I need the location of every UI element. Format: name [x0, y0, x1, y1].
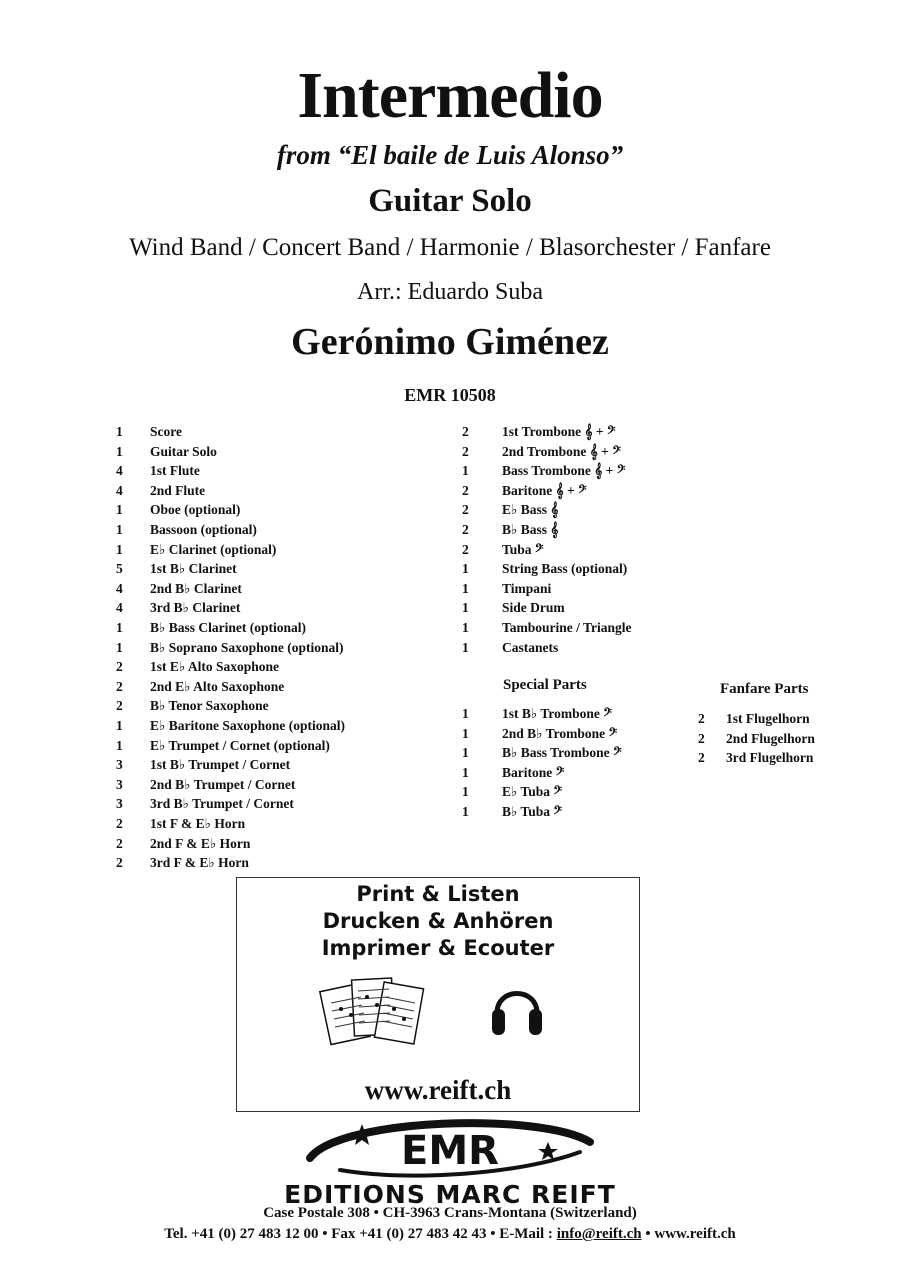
part-row [116, 777, 476, 797]
part-row [462, 600, 822, 620]
catalog-number: EMR 10508 [404, 385, 496, 405]
part-quantity: 1 [116, 718, 123, 733]
contact-website: • www.reift.ch [641, 1226, 736, 1242]
part-name: 3rd Flugelhorn [726, 750, 814, 766]
part-quantity: 2 [116, 678, 123, 694]
part-quantity: 1 [462, 561, 469, 577]
part-row [116, 620, 476, 640]
promo-url[interactable]: www.reift.ch [364, 1075, 512, 1105]
part-row [116, 502, 476, 522]
fanfare-part-row [698, 711, 900, 731]
part-name: Castanets [502, 639, 559, 655]
part-row [462, 561, 822, 581]
part-quantity: 2 [462, 424, 469, 439]
part-row [462, 640, 822, 660]
part-row [116, 796, 476, 816]
part-row [462, 502, 822, 522]
composer: Gerónimo Giménez [291, 321, 609, 363]
promo-line-german: Drucken & Anhören [322, 909, 554, 933]
special-parts-heading: Special Parts [503, 677, 587, 693]
contact-phone-fax: Tel. +41 (0) 27 483 12 00 • Fax +41 (0) 27 483 42 43 • E-Mail : [164, 1226, 557, 1242]
part-name: Tambourine / Triangle [502, 620, 632, 635]
part-name: Score [150, 424, 182, 439]
part-quantity: 3 [116, 776, 123, 792]
part-quantity: 1 [462, 706, 469, 721]
part-name: E♭ Tuba 𝄢 [502, 784, 563, 800]
part-quantity: 5 [116, 561, 123, 577]
part-quantity: 1 [116, 522, 123, 537]
part-row [116, 463, 476, 483]
part-quantity: 1 [462, 639, 469, 655]
part-name: Baritone 𝄢 [502, 764, 565, 780]
emr-logo [300, 1112, 600, 1180]
part-name: 1st B♭ Trombone 𝄢 [502, 706, 612, 721]
solo-instrument: Guitar Solo [368, 183, 532, 219]
part-row [462, 581, 822, 601]
part-name: E♭ Bass 𝄞 [502, 502, 559, 518]
part-name: 1st B♭ Clarinet [150, 561, 237, 577]
part-row [116, 836, 476, 856]
part-quantity: 1 [462, 580, 469, 596]
part-name: Side Drum [502, 600, 565, 616]
part-quantity: 1 [116, 737, 123, 753]
part-row [116, 718, 476, 738]
part-quantity: 1 [462, 745, 469, 761]
part-row [116, 522, 476, 542]
emr-logo-text: EMR [401, 1128, 499, 1174]
part-name: 2nd Flugelhorn [726, 730, 815, 746]
part-name: E♭ Baritone Saxophone (optional) [150, 718, 346, 733]
part-name: B♭ Bass Clarinet (optional) [150, 620, 307, 635]
part-row [462, 444, 822, 464]
arranger: Arr.: Eduardo Suba [357, 279, 543, 305]
promo-line-english: Print & Listen [356, 882, 520, 906]
part-quantity: 2 [462, 443, 469, 459]
part-row [116, 659, 476, 679]
special-part-row [462, 784, 822, 804]
part-quantity: 1 [462, 764, 469, 780]
part-quantity: 4 [116, 482, 123, 498]
part-row [116, 679, 476, 699]
part-name: 3rd B♭ Clarinet [150, 600, 241, 616]
part-quantity: 2 [462, 541, 469, 557]
part-name: B♭ Tuba 𝄢 [502, 804, 563, 819]
part-quantity: 4 [116, 580, 123, 596]
part-quantity: 2 [698, 750, 705, 766]
part-row [116, 600, 476, 620]
part-quantity: 2 [116, 659, 123, 675]
part-name: Oboe (optional) [150, 502, 241, 518]
part-quantity: 1 [116, 541, 123, 557]
part-row [116, 816, 476, 836]
part-quantity: 1 [116, 502, 123, 518]
part-quantity: 1 [116, 424, 123, 439]
part-name: 1st Flute [150, 463, 200, 479]
fanfare-part-row [698, 750, 900, 770]
part-row [462, 542, 822, 562]
part-quantity: 1 [116, 443, 123, 459]
part-quantity: 4 [116, 463, 123, 479]
email-link[interactable]: info@reift.ch [556, 1226, 642, 1242]
part-name: Tuba 𝄢 [502, 541, 544, 557]
part-name: 2nd B♭ Trombone 𝄢 [502, 725, 618, 741]
part-quantity: 2 [116, 855, 123, 871]
promo-line-french: Imprimer & Ecouter [321, 936, 555, 960]
publisher-address: Case Postale 308 • CH-3963 Crans-Montana (Switzerland) [263, 1205, 637, 1221]
part-quantity: 3 [116, 796, 123, 812]
print-listen-box [236, 877, 640, 1112]
part-quantity: 2 [116, 698, 123, 714]
special-part-row [462, 804, 822, 824]
title: Intermedio [297, 59, 603, 132]
part-quantity: 2 [462, 482, 469, 498]
part-name: E♭ Clarinet (optional) [150, 541, 277, 557]
part-quantity: 2 [462, 522, 469, 537]
part-quantity: 1 [116, 620, 123, 635]
publisher-contact [0, 1226, 900, 1243]
part-name: 1st E♭ Alto Saxophone [150, 659, 280, 675]
fanfare-part-row [698, 731, 900, 751]
part-row [116, 757, 476, 777]
subtitle: from “El baile de Luis Alonso” [276, 140, 624, 170]
part-name: B♭ Bass 𝄞 [502, 522, 559, 537]
headphones-icon [489, 975, 545, 1041]
part-row [116, 424, 476, 444]
part-name: B♭ Tenor Saxophone [150, 698, 269, 714]
part-quantity: 2 [698, 711, 705, 726]
part-row [116, 855, 476, 875]
part-quantity: 4 [116, 600, 123, 616]
part-name: Bassoon (optional) [150, 522, 257, 537]
part-name: 2nd B♭ Clarinet [150, 580, 242, 596]
part-name: 2nd Trombone 𝄞 + 𝄢 [502, 443, 621, 459]
part-row [462, 620, 822, 640]
part-row [462, 463, 822, 483]
part-row [116, 640, 476, 660]
part-quantity: 1 [462, 600, 469, 616]
part-quantity: 2 [116, 835, 123, 851]
part-quantity: 1 [462, 784, 469, 800]
part-quantity: 1 [462, 620, 469, 635]
part-name: 2nd F & E♭ Horn [150, 835, 251, 851]
publisher-name: EDITIONS MARC REIFT [284, 1180, 616, 1209]
part-quantity: 2 [116, 816, 123, 831]
part-quantity: 3 [116, 757, 123, 773]
part-quantity: 1 [116, 639, 123, 655]
part-row [116, 561, 476, 581]
part-name: Guitar Solo [150, 443, 217, 459]
part-row [116, 581, 476, 601]
part-row [116, 738, 476, 758]
part-quantity: 2 [698, 730, 705, 746]
part-name: Bass Trombone 𝄞 + 𝄢 [502, 463, 626, 479]
part-name: B♭ Soprano Saxophone (optional) [150, 639, 344, 655]
part-name: B♭ Bass Trombone 𝄢 [502, 745, 622, 761]
part-quantity: 2 [462, 502, 469, 518]
part-name: String Bass (optional) [502, 561, 628, 577]
part-name: 3rd B♭ Trumpet / Cornet [150, 796, 294, 812]
part-row [116, 542, 476, 562]
part-quantity: 1 [462, 725, 469, 741]
part-name: 1st F & E♭ Horn [150, 816, 246, 831]
part-row [462, 424, 822, 444]
part-name: E♭ Trumpet / Cornet (optional) [150, 737, 330, 753]
fanfare-parts-heading: Fanfare Parts [720, 681, 809, 697]
part-row [462, 522, 822, 542]
part-name: 1st Flugelhorn [726, 711, 810, 726]
part-name: 2nd E♭ Alto Saxophone [150, 678, 285, 694]
part-quantity: 1 [462, 463, 469, 479]
part-row [116, 698, 476, 718]
part-name: 1st B♭ Trumpet / Cornet [150, 757, 291, 773]
part-name: 3rd F & E♭ Horn [150, 855, 249, 871]
band-type: Wind Band / Concert Band / Harmonie / Blasorchester / Fanfare [129, 234, 771, 261]
part-row [462, 483, 822, 503]
part-name: 2nd B♭ Trumpet / Cornet [150, 776, 296, 792]
part-name: 1st Trombone 𝄞 + 𝄢 [502, 424, 616, 439]
part-row [116, 444, 476, 464]
sheet-music-icon [319, 975, 429, 1051]
part-name: Timpani [502, 580, 552, 596]
part-name: 2nd Flute [150, 482, 206, 498]
part-row [116, 483, 476, 503]
part-name: Baritone 𝄞 + 𝄢 [502, 482, 587, 498]
part-quantity: 1 [462, 804, 469, 819]
